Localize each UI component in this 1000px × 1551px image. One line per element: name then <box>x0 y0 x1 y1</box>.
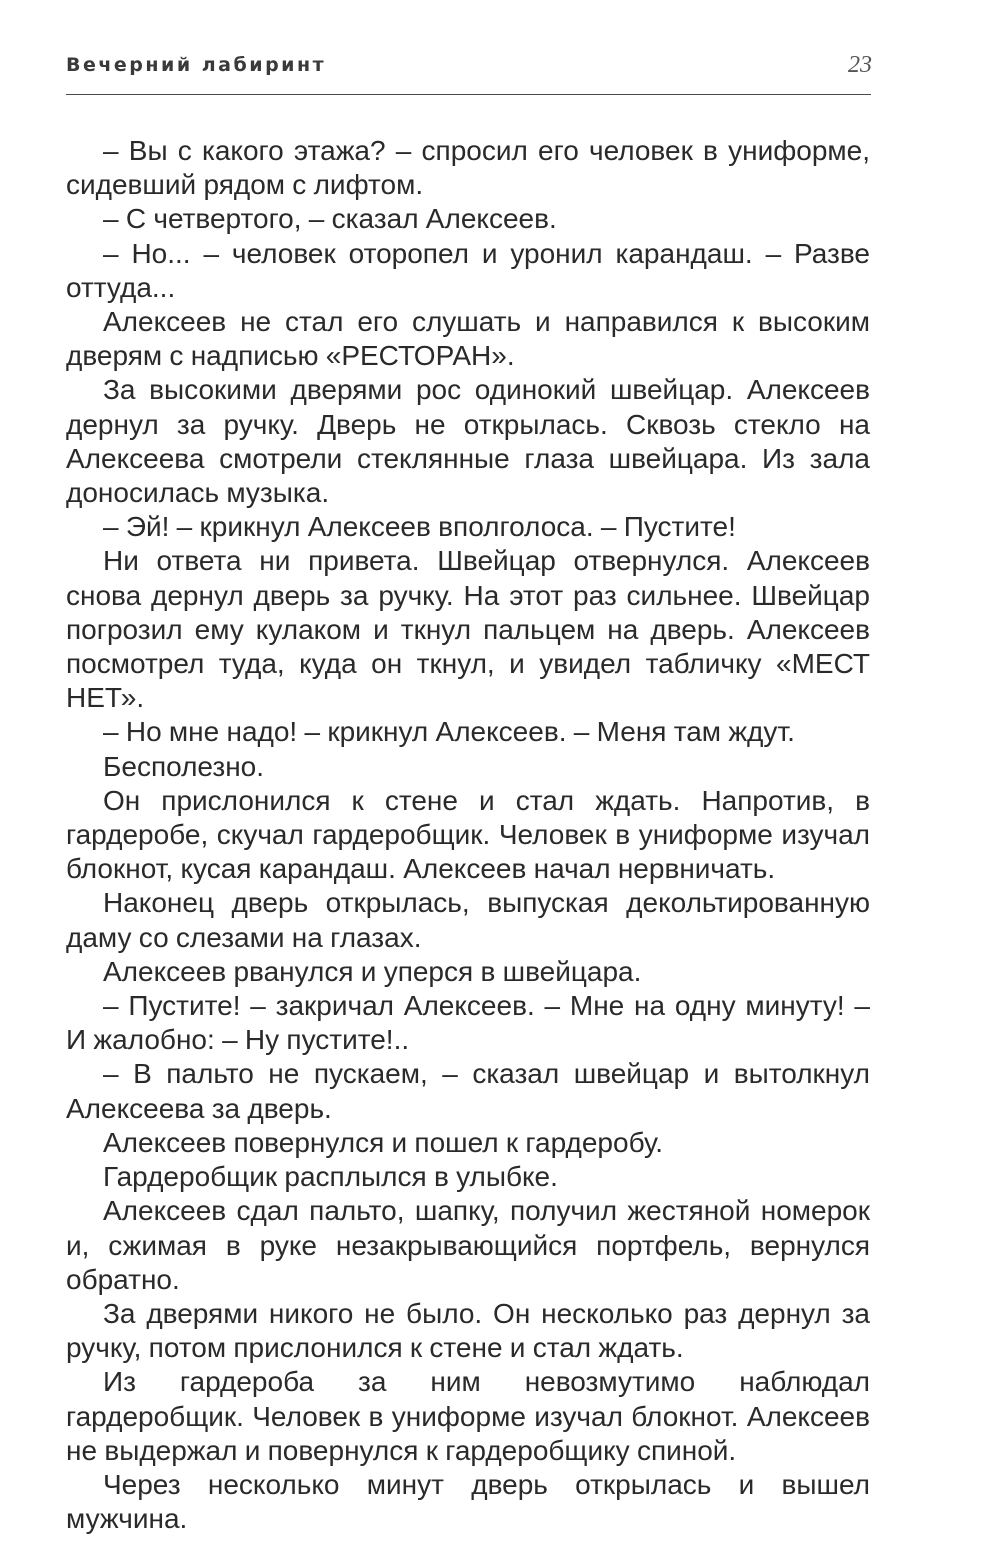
paragraph: – Но мне надо! – крикнул Алексеев. – Меня там ждут. <box>103 716 795 748</box>
paragraph: – В пальто не пускаем, – сказал швейцар и вытолкнул Алексеева за дверь. <box>66 1058 870 1124</box>
paragraph: Через несколько минут дверь открылась и вышел мужчина. <box>66 1468 870 1535</box>
paragraph: Алексеев сдал пальто, шапку, получил жестяной номерок и, сжимая в руке незакрывающийся портфель, вернулся обратно. <box>66 1195 870 1295</box>
paragraph: Из гардероба за ним невозмутимо наблюдал гардеробщик. Человек в униформе изучал блокнот. Алексеев не выдержал и повернулся к гардеробщику спиной. <box>66 1366 870 1466</box>
header-rule <box>66 94 871 95</box>
paragraph: Алексеев не стал его слушать и направился к высоким дверям с надписью «РЕСТОРАН». <box>66 306 870 372</box>
paragraph: Он прислонился к стене и стал ждать. Напротив, в гардеробе, скучал гардеробщик. Человек в униформе изучал блокнот, кусая карандаш. Алексеев начал нервничать. <box>66 784 870 885</box>
paragraph: Алексеев рванулся и уперся в швейцара. <box>103 955 642 987</box>
running-title: Вечерний лабиринт <box>66 54 327 76</box>
paragraph: – Вы с какого этажа? – спросил его человек в униформе, сидевший рядом с лифтом. <box>66 135 870 201</box>
paragraph: Гардеробщик расплылся в улыбке. <box>103 1161 558 1193</box>
page-number: 23 <box>848 52 872 78</box>
paragraph: Ни ответа ни привета. Швейцар отвернулся. Алексеев снова дернул дверь за ручку. На этот раз сильнее. Швейцар погрозил ему кулаком и ткнул пальцем на дверь. Алексеев посмотрел туда, куда он ткнул, и увидел табличку «МЕСТ НЕТ». <box>66 545 870 714</box>
paragraph: – Эй! – крикнул Алексеев вполголоса. – Пустите! <box>103 511 736 543</box>
paragraph: За высокими дверями рос одинокий швейцар. Алексеев дернул за ручку. Дверь не открылась. Сквозь стекло на Алексеева смотрели стеклянные глаза швейцара. Из зала доносилась музыка. <box>66 374 870 509</box>
paragraph: Алексеев повернулся и пошел к гардеробу. <box>103 1126 663 1158</box>
paragraph: – Но... – человек оторопел и уронил карандаш. – Разве оттуда... <box>66 237 870 303</box>
body-text <box>66 134 870 1536</box>
paragraph: Наконец дверь открылась, выпуская декольтированную даму со слезами на глазах. <box>66 887 870 953</box>
paragraph: За дверями никого не было. Он несколько раз дернул за ручку, потом прислонился к стене и стал ждать. <box>66 1297 870 1364</box>
paragraph: – Пустите! – закричал Алексеев. – Мне на одну минуту! – И жалобно: – Ну пустите!.. <box>66 990 870 1056</box>
paragraph: – С четвертого, – сказал Алексеев. <box>103 203 557 235</box>
paragraph: Бесполезно. <box>103 750 265 782</box>
